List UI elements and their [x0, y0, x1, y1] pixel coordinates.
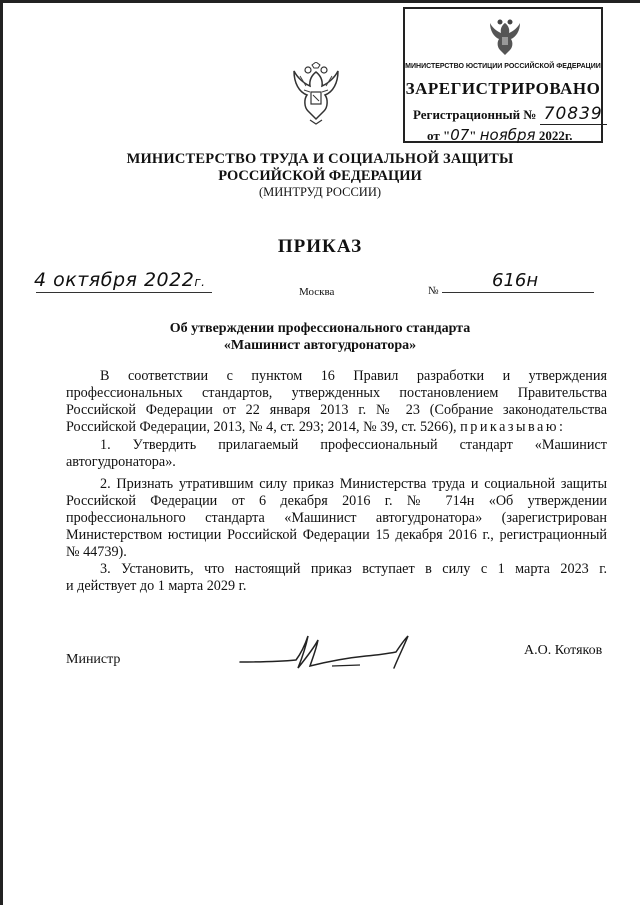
order-city: Москва: [299, 286, 335, 298]
stamp-ministry-name: МИНИСТЕРСТВО ЮСТИЦИИ РОССИЙСКОЙ ФЕДЕРАЦИИ: [405, 63, 601, 70]
stamp-date-prefix: от: [427, 128, 440, 143]
paragraph-item-3: [66, 561, 607, 595]
scan-border-top: [0, 0, 640, 3]
number-underline: [442, 292, 594, 293]
date-underline: [36, 292, 212, 293]
item-line: 3. Установить, что настоящий приказ вступает в силу с 1 марта 2023 г.: [100, 561, 607, 577]
order-subject-line1: Об утверждении профессионального стандарта: [169, 321, 471, 336]
item-line: профессионального стандарта «Машинист автогудронатора» (зарегистрирован: [66, 510, 607, 526]
item-line: 2. Признать утратившим силу приказ Министерства труда и социальной защиты: [100, 476, 607, 492]
double-headed-eagle-icon: [488, 17, 522, 59]
item-line: № 44739).: [66, 544, 127, 560]
ministry-short-name: (МИНТРУД РОССИИ): [258, 185, 382, 199]
item-line: Российской Федерации от 6 декабря 2016 г. № 714н «Об утверждении: [66, 493, 607, 509]
stamp-reg-number-label: Регистрационный №: [413, 107, 537, 122]
preamble-line: [66, 419, 607, 436]
order-date-suffix: г.: [194, 275, 206, 289]
order-date-handwritten: 4 октября 2022: [34, 269, 195, 291]
stamp-date-year: 2022г.: [538, 128, 573, 143]
paragraph-item-2: [66, 476, 607, 561]
preamble-text: Российской Федерации, 2013, № 4, ст. 293; 2014, № 39, ст. 5266),: [66, 419, 457, 435]
ministry-name-line1: МИНИСТЕРСТВО ТРУДА И СОЦИАЛЬНОЙ ЗАЩИТЫ: [126, 151, 514, 167]
handwritten-signature-icon: [236, 632, 416, 674]
registration-stamp: [403, 7, 603, 143]
item-line: автогудронатора».: [66, 454, 176, 470]
order-number-sign: №: [428, 285, 439, 297]
preamble-line: В соответствии с пунктом 16 Правил разработки и утверждения: [100, 368, 607, 384]
scan-border-left: [0, 0, 3, 905]
item-line: и действует до 1 марта 2029 г.: [66, 578, 247, 594]
order-verb: приказываю:: [460, 419, 566, 435]
item-line: Министерством юстиции Российской Федерации 15 декабря 2016 г., регистрационный: [66, 527, 607, 543]
order-number-handwritten: 616н: [492, 270, 539, 291]
stamp-registration-date: от "07" ноября 2022г.: [427, 126, 573, 144]
document-title: ПРИКАЗ: [277, 236, 363, 257]
stamp-reg-number-value: 70839: [540, 104, 607, 125]
signatory-name: А.О. Котяков: [524, 643, 603, 658]
stamp-registered-label: ЗАРЕГИСТРИРОВАНО: [405, 79, 601, 98]
order-date: [34, 269, 205, 291]
ministry-name-line2: РОССИЙСКОЙ ФЕДЕРАЦИИ: [218, 168, 422, 184]
stamp-registration-number: [413, 104, 607, 124]
paragraph-preamble: [66, 368, 607, 436]
coat-of-arms-icon: [290, 62, 342, 128]
stamp-date-month: ноября: [479, 126, 536, 144]
preamble-line: профессиональных стандартов, утвержденных постановлением Правительства: [66, 385, 607, 401]
item-line: 1. Утвердить прилагаемый профессиональный стандарт «Машинист: [100, 437, 607, 453]
paragraph-item-1: [66, 437, 607, 471]
order-subject-line2: «Машинист автогудронатора»: [223, 338, 417, 353]
signatory-title: Министр: [66, 652, 121, 667]
stamp-date-day: 07: [450, 126, 470, 144]
preamble-line: Российской Федерации от 22 января 2013 г. № 23 (Собрание законодательства: [66, 402, 607, 418]
